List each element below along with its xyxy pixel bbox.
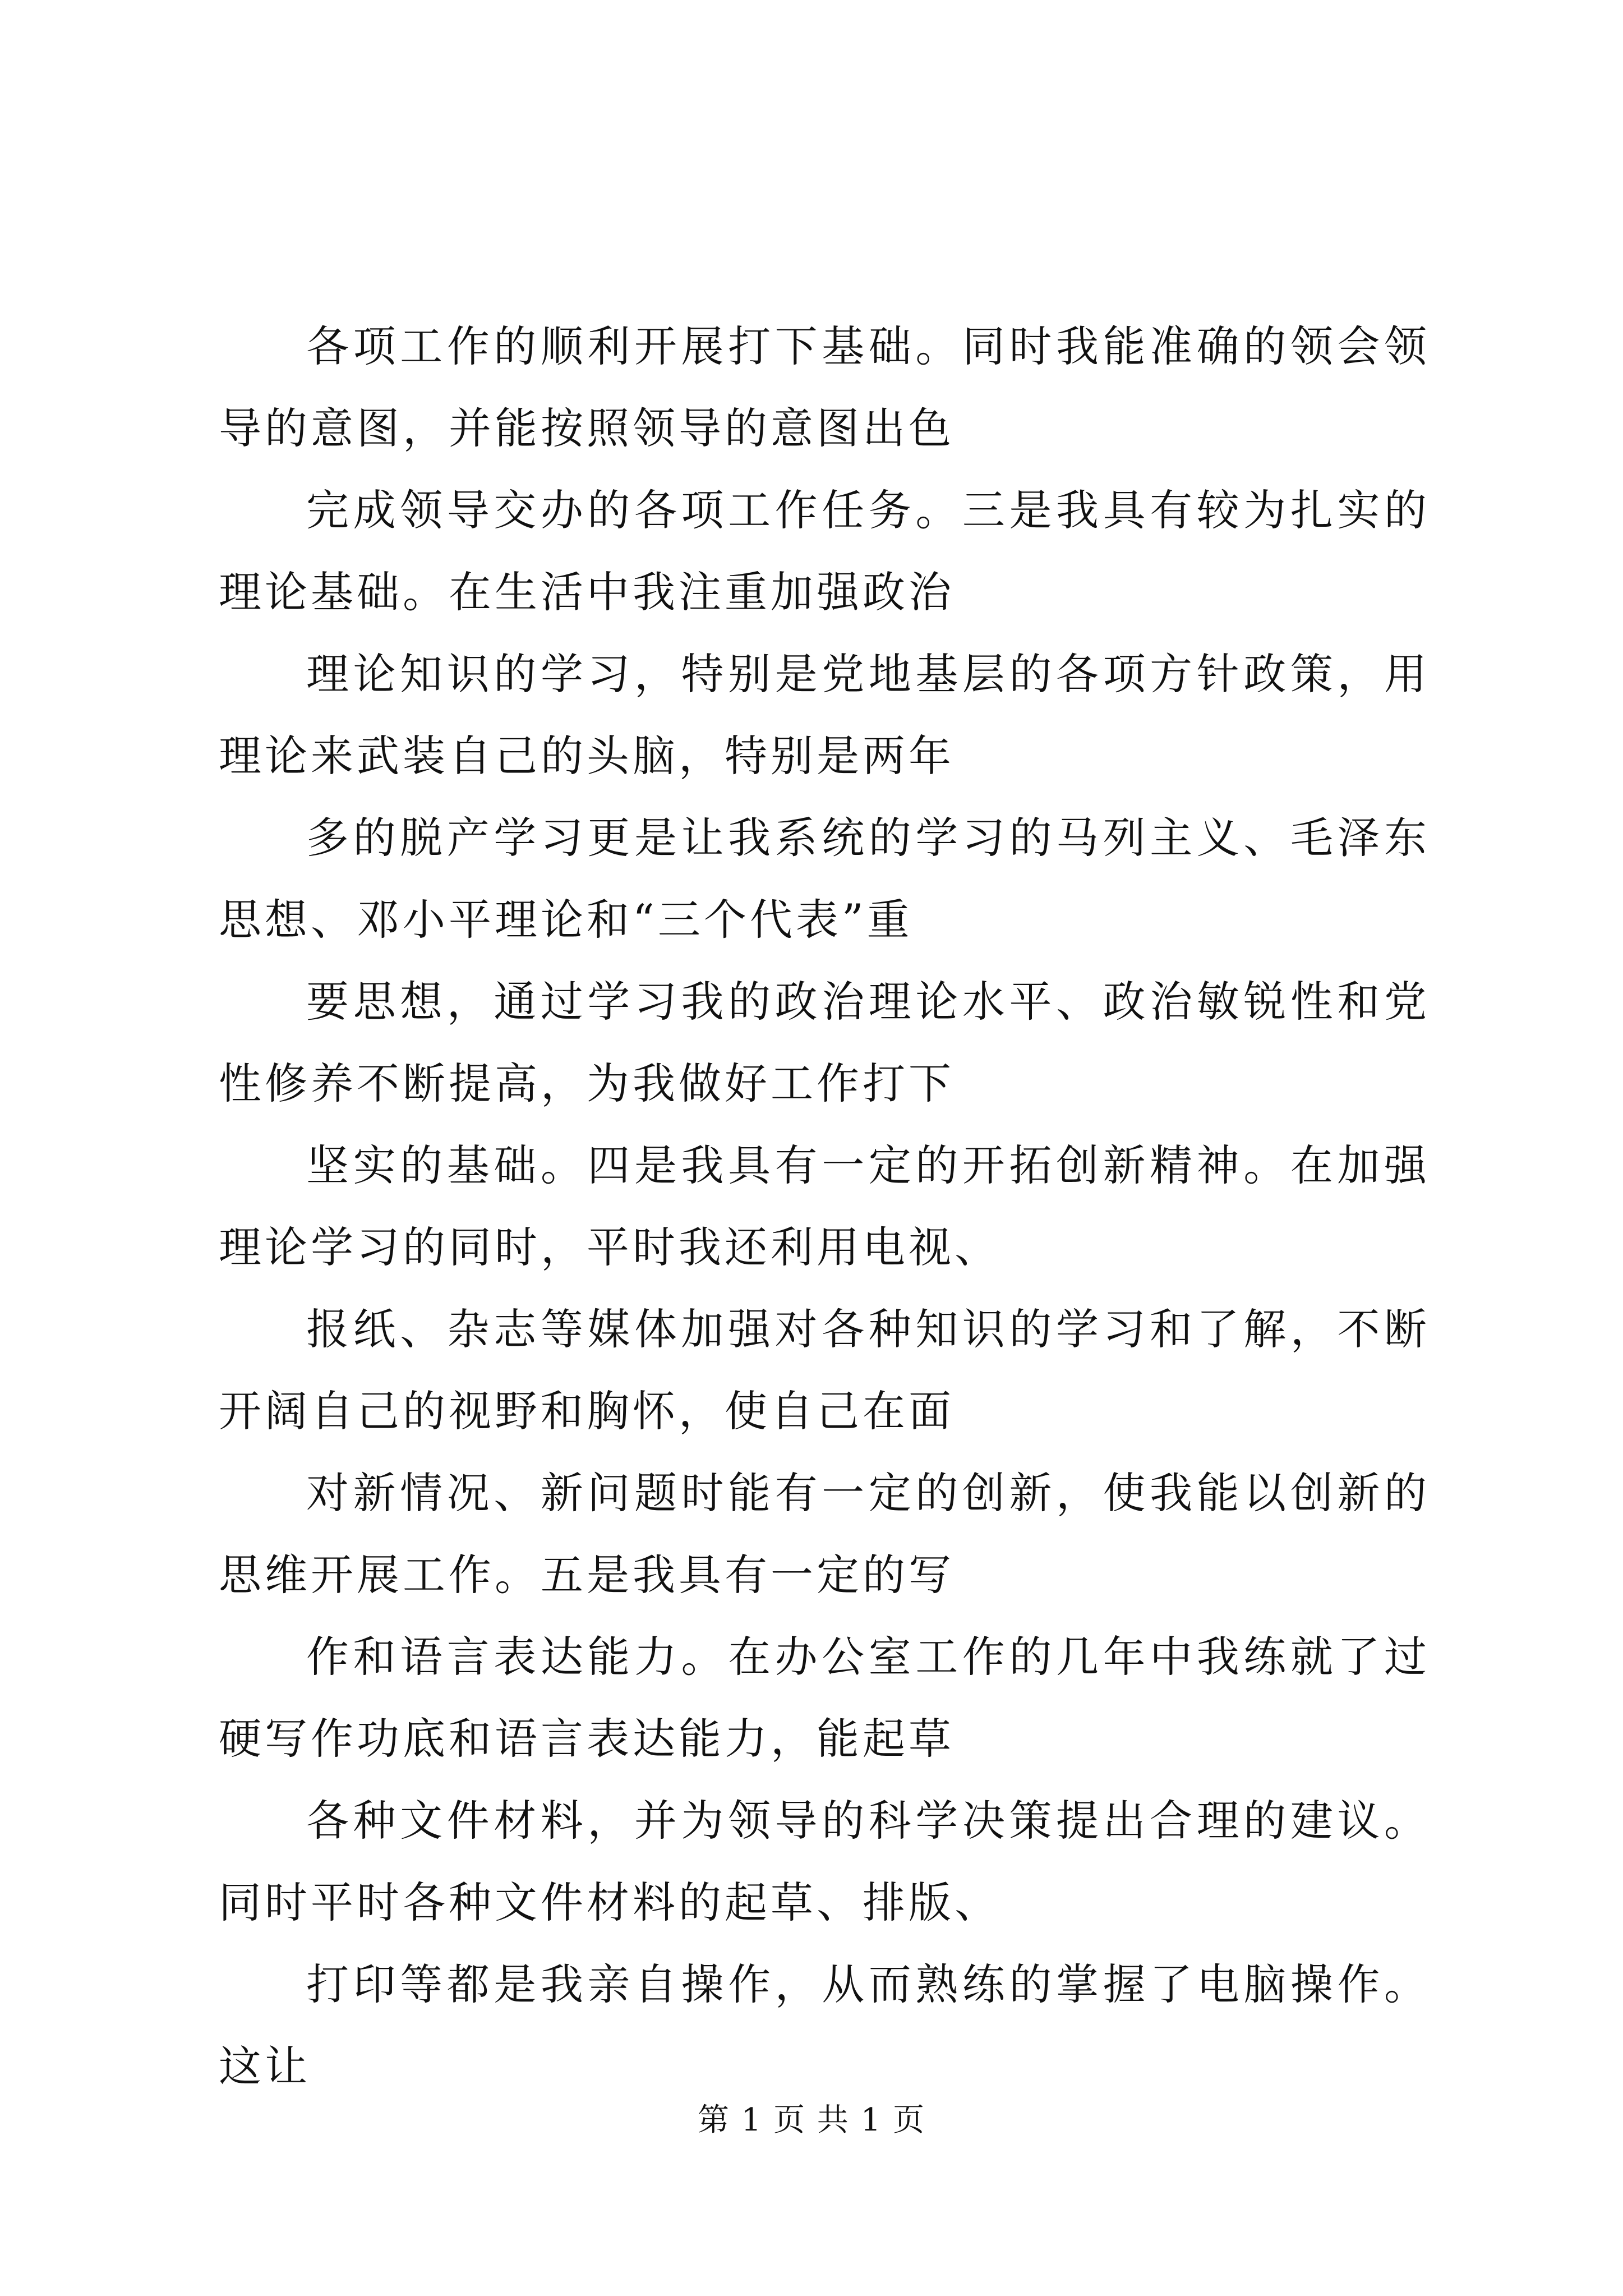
paragraph: 报纸、杂志等媒体加强对各种知识的学习和了解，不断开阔自己的视野和胸怀，使自己在面	[219, 1304, 1430, 1436]
document-body	[219, 306, 1430, 2108]
paragraph: 坚实的基础。四是我具有一定的开拓创新精神。在加强理论学习的同时，平时我还利用电视、	[219, 1140, 1430, 1272]
paragraph: 对新情况、新问题时能有一定的创新，使我能以创新的思维开展工作。五是我具有一定的写	[219, 1468, 1430, 1600]
paragraph: 理论知识的学习，特别是党地基层的各项方针政策，用理论来武装自己的头脑，特别是两年	[219, 649, 1430, 781]
paragraph: 多的脱产学习更是让我系统的学习的马列主义、毛泽东思想、邓小平理论和“三个代表”重	[219, 813, 1430, 945]
paragraph: 完成领导交办的各项工作任务。三是我具有较为扎实的理论基础。在生活中我注重加强政治	[219, 485, 1430, 617]
page-number-label: 第 1 页 共 1 页	[697, 2102, 926, 2138]
paragraph: 打印等都是我亲自操作，从而熟练的掌握了电脑操作。这让	[219, 1959, 1430, 2091]
paragraph: 各种文件材料，并为领导的科学决策提出合理的建议。同时平时各种文件材料的起草、排版、	[219, 1796, 1430, 1927]
page-footer	[0, 2101, 1623, 2140]
paragraph: 作和语言表达能力。在办公室工作的几年中我练就了过硬写作功底和语言表达能力，能起草	[219, 1632, 1430, 1764]
paragraph: 各项工作的顺利开展打下基础。同时我能准确的领会领导的意图，并能按照领导的意图出色	[219, 321, 1430, 453]
paragraph: 要思想，通过学习我的政治理论水平、政治敏锐性和党性修养不断提高，为我做好工作打下	[219, 977, 1430, 1108]
